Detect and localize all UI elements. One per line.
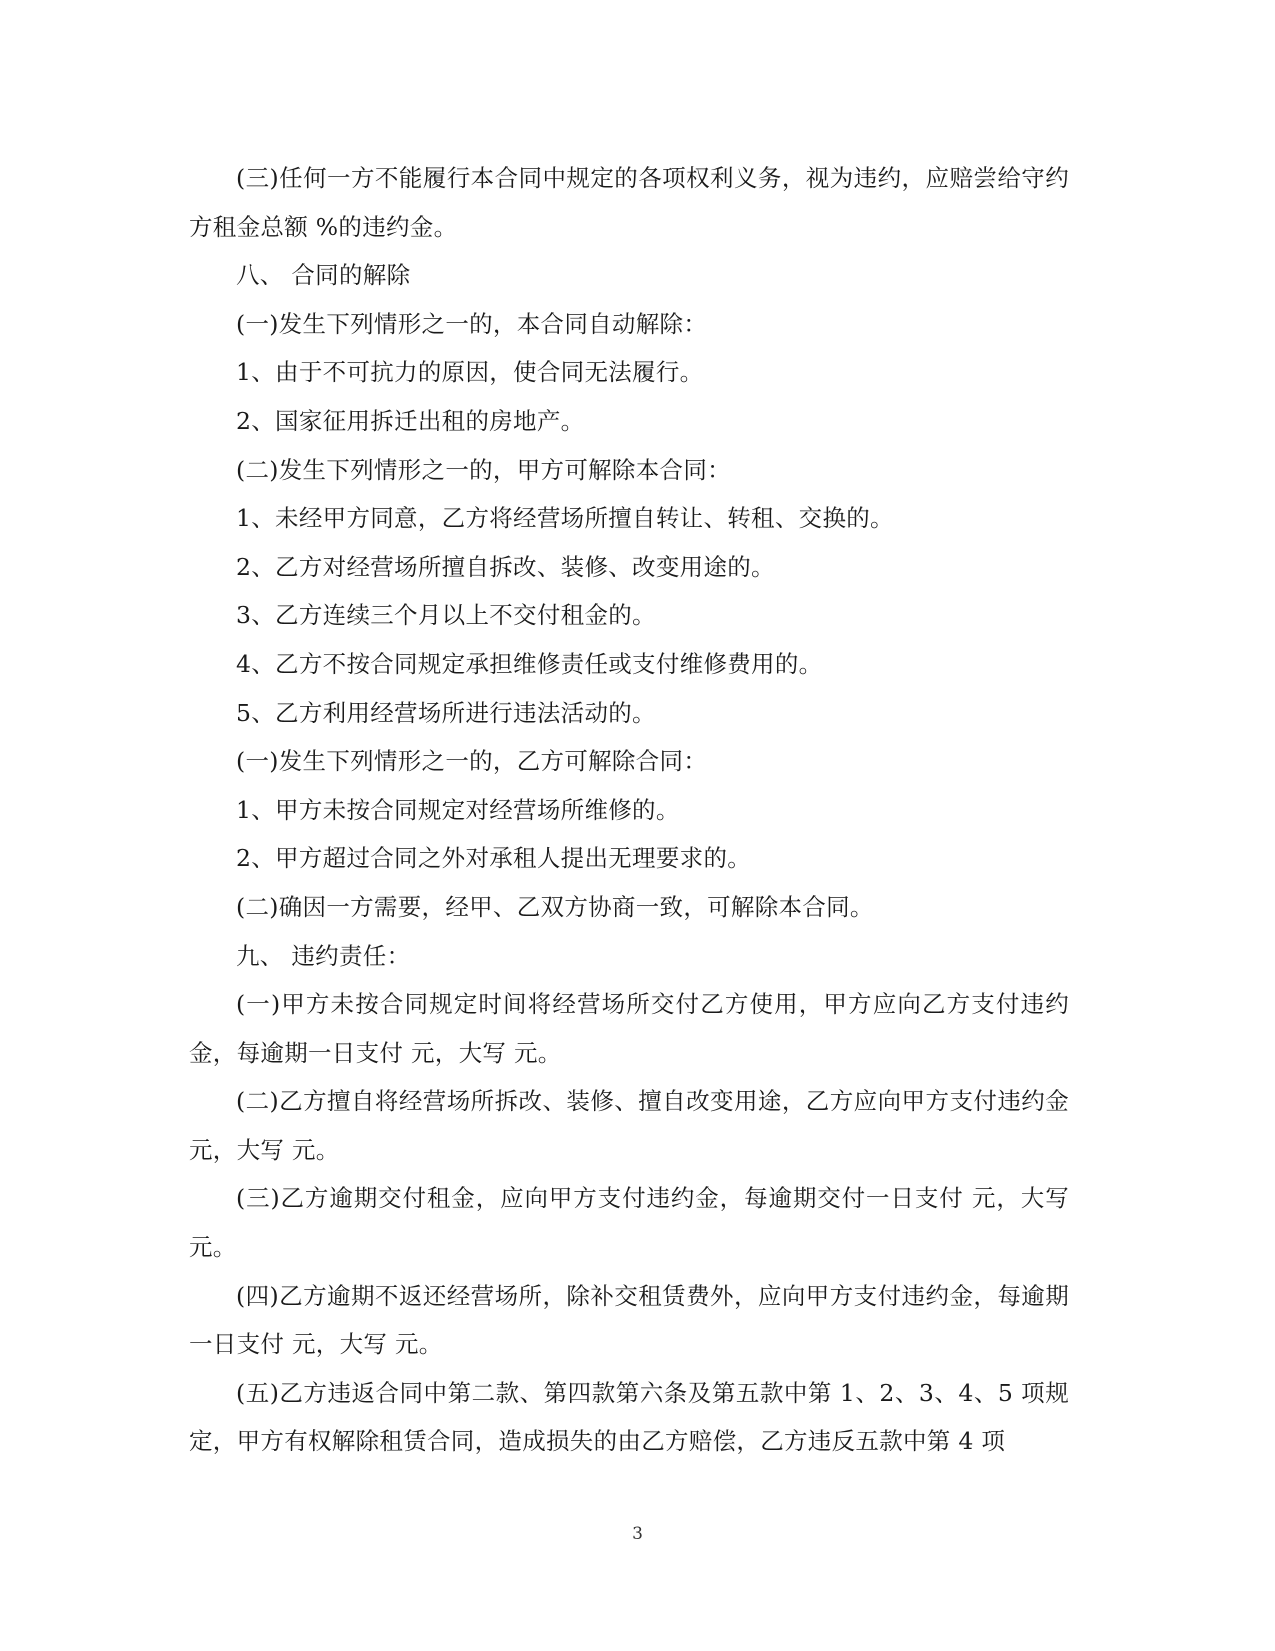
section-heading: 九、 违约责任： [236, 941, 411, 970]
list-item: 1、未经甲方同意，乙方将经营场所擅自转让、转租、交换的。 [236, 504, 894, 533]
page-number: 3 [632, 1524, 643, 1544]
paragraph: (五)乙方违返合同中第二款、第四款第六条及第五款中第 1、2、3、4、5 项规定，甲方有权解除租赁合同，造成损失的由乙方赔偿，乙方违反五款中第 4 项 [189, 1378, 1069, 1456]
document-body [189, 154, 1069, 1466]
paragraph: (四)乙方逾期不返还经营场所，除补交租赁费外，应向甲方支付违约金，每逾期一日支付 元，大写 元。 [189, 1281, 1069, 1359]
paragraph: (一)甲方未按合同规定时间将经营场所交付乙方使用，甲方应向乙方支付违约金，每逾期一日支付 元，大写 元。 [189, 990, 1069, 1067]
list-item: 1、甲方未按合同规定对经营场所维修的。 [236, 795, 680, 824]
list-item: 4、乙方不按合同规定承担维修责任或支付维修费用的。 [236, 649, 823, 678]
list-item: 2、乙方对经营场所擅自拆改、装修、改变用途的。 [236, 552, 775, 581]
paragraph: (一)发生下列情形之一的，乙方可解除合同： [236, 747, 708, 776]
section-heading: 八、 合同的解除 [236, 261, 411, 290]
list-item: 3、乙方连续三个月以上不交付租金的。 [236, 601, 656, 630]
paragraph: (三)任何一方不能履行本合同中规定的各项权利义务，视为违约，应赔尝给守约方租金总额 %的违约金。 [189, 164, 1069, 241]
list-item: 2、甲方超过合同之外对承租人提出无理要求的。 [236, 844, 752, 873]
paragraph: (一)发生下列情形之一的，本合同自动解除： [236, 309, 708, 338]
list-item: 1、由于不可抗力的原因，使合同无法履行。 [236, 358, 704, 387]
paragraph: (二)乙方擅自将经营场所拆改、装修、擅自改变用途，乙方应向甲方支付违约金 元，大写 元。 [189, 1087, 1069, 1164]
paragraph: (二)发生下列情形之一的，甲方可解除本合同： [236, 455, 731, 484]
list-item: 2、国家征用拆迁出租的房地产。 [236, 406, 585, 435]
paragraph: (三)乙方逾期交付租金，应向甲方支付违约金，每逾期交付一日支付 元，大写 元。 [189, 1184, 1069, 1262]
paragraph: (二)确因一方需要，经甲、乙双方协商一致，可解除本合同。 [236, 892, 874, 921]
list-item: 5、乙方利用经营场所进行违法活动的。 [236, 698, 656, 727]
